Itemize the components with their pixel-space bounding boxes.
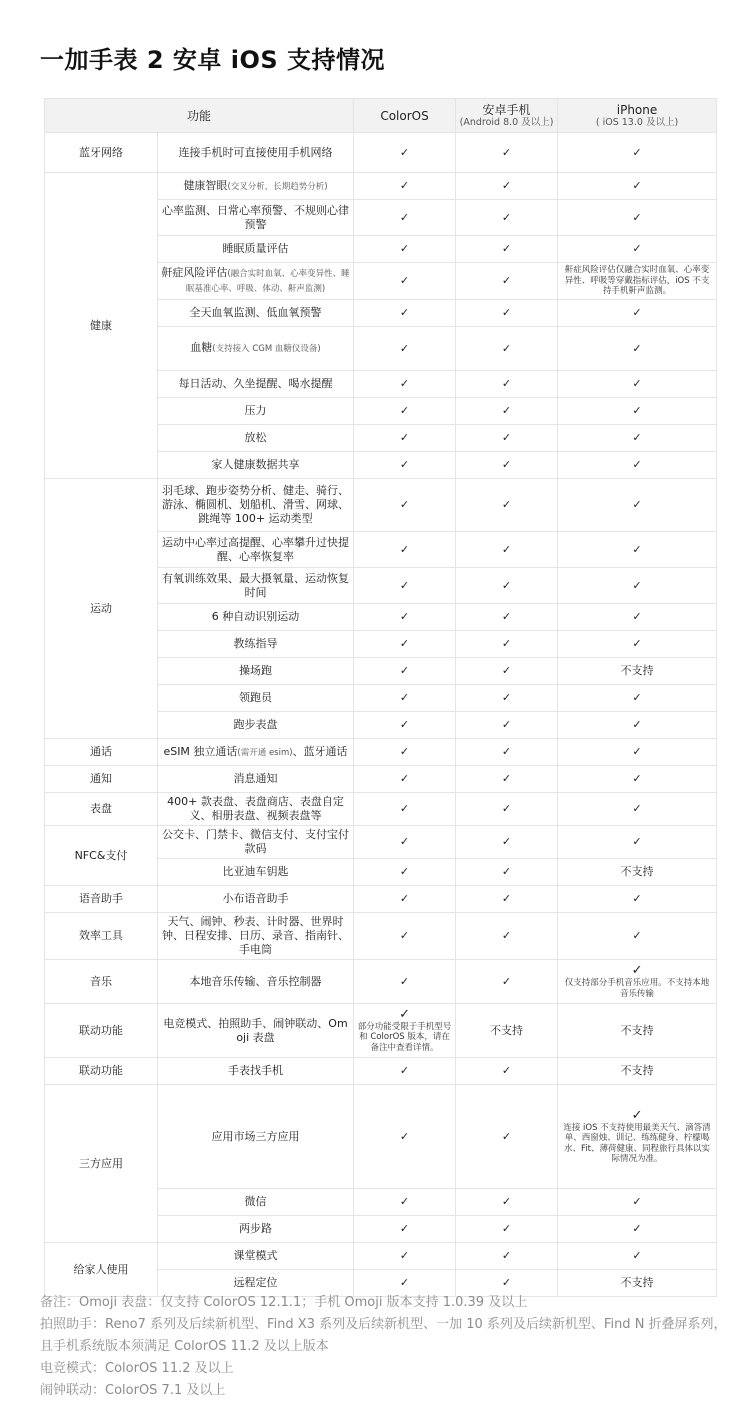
header-android (456, 99, 558, 133)
feature-cell: 羽毛球、跑步姿势分析、健走、骑行、游泳、椭圆机、划船机、滑雪、网球、跳绳等 100+ 运动类型 (158, 479, 354, 532)
header-android-sub: (Android 8.0 及以上) (459, 116, 554, 128)
iphone-cell: ✓ (558, 532, 717, 568)
iphone-cell: ✓ (558, 300, 717, 327)
android-cell: ✓ (456, 1085, 558, 1189)
iphone-cell: 不支持 (558, 1058, 717, 1085)
iphone-cell: ✓ (558, 371, 717, 398)
feature-cell: 小布语音助手 (158, 886, 354, 913)
category-notify: 通知 (45, 766, 158, 793)
header-iphone-sub: ( iOS 13.0 及以上) (595, 116, 679, 128)
android-cell: ✓ (456, 712, 558, 739)
category-dial: 表盘 (45, 793, 158, 826)
feature-cell: 有氧训练效果、最大摄氧量、运动恢复时间 (158, 568, 354, 604)
table-row (45, 1085, 717, 1189)
table-row (45, 826, 717, 859)
coloros-cell: ✓ (354, 532, 456, 568)
category-linkage: 联动功能 (45, 1004, 158, 1058)
android-cell: ✓ (456, 886, 558, 913)
coloros-cell: ✓ (354, 133, 456, 173)
iphone-cell: ✓ (558, 452, 717, 479)
footnotes (40, 1292, 727, 1402)
coloros-cell: ✓ (354, 425, 456, 452)
feature-cell (158, 263, 354, 300)
iphone-cell: ✓ (558, 1216, 717, 1243)
iphone-cell: ✓ (558, 568, 717, 604)
iphone-cell: ✓ (558, 886, 717, 913)
page-title: 一加手表 2 安卓 iOS 支持情况 (40, 46, 386, 74)
feature-note: (支持接入 CGM 血糖仪设备) (212, 344, 321, 354)
iphone-cell (558, 960, 717, 1004)
header-iphone-label: iPhone (616, 102, 658, 117)
feature-cell: 每日活动、久坐提醒、喝水提醒 (158, 371, 354, 398)
coloros-cell: ✓ (354, 1243, 456, 1270)
table-row (45, 886, 717, 913)
feature-note: (交叉分析，长期趋势分析) (227, 181, 328, 192)
iphone-cell: ✓ (558, 766, 717, 793)
feature-cell: 400+ 款表盘、表盘商店、表盘自定义、相册表盘、视频表盘等 (158, 793, 354, 826)
feature-label: 健康智眼 (183, 178, 228, 192)
coloros-cell: ✓ (354, 1085, 456, 1189)
table-row (45, 1243, 717, 1270)
android-cell: ✓ (456, 1270, 558, 1297)
coloros-cell: ✓ (354, 604, 456, 631)
iphone-cell: ✓ (558, 631, 717, 658)
android-cell: ✓ (456, 263, 558, 300)
table-row (45, 766, 717, 793)
feature-cell: 家人健康数据共享 (158, 452, 354, 479)
android-cell: ✓ (456, 236, 558, 263)
category-sport: 运动 (45, 479, 158, 739)
header-iphone (558, 99, 717, 133)
feature-cell: 心率监测、日常心率预警、不规则心律预警 (158, 200, 354, 236)
table-header-row (45, 99, 717, 133)
feature-cell: 两步路 (158, 1216, 354, 1243)
iphone-cell: ✓ (558, 1189, 717, 1216)
android-cell: ✓ (456, 793, 558, 826)
feature-cell: 压力 (158, 398, 354, 425)
iphone-cell: ✓ (558, 398, 717, 425)
category-health: 健康 (45, 173, 158, 479)
feature-suffix: 、蓝牙通话 (292, 744, 348, 758)
iphone-cell: ✓ (558, 200, 717, 236)
iphone-cell: ✓ (558, 1243, 717, 1270)
header-feature: 功能 (45, 99, 354, 133)
coloros-cell: ✓ (354, 173, 456, 200)
iphone-note: 鼾症风险评估仅融合实时血氧、心率变异性、呼吸等穿戴指标评估，iOS 不支持手机鼾声监测。 (564, 265, 710, 297)
feature-cell: 比亚迪车钥匙 (158, 859, 354, 886)
coloros-cell: ✓ (354, 658, 456, 685)
category-music: 音乐 (45, 960, 158, 1004)
footnote-line: 电竞模式：ColorOS 11.2 及以上 (40, 1361, 234, 1376)
feature-cell: 教练指导 (158, 631, 354, 658)
iphone-cell: 不支持 (558, 859, 717, 886)
table-row (45, 133, 717, 173)
android-cell: 不支持 (456, 1004, 558, 1058)
feature-cell (158, 173, 354, 200)
android-cell: ✓ (456, 173, 558, 200)
android-cell: ✓ (456, 479, 558, 532)
android-cell: ✓ (456, 300, 558, 327)
feature-note: (融合实时血氧、心率变异性、睡眠基准心率、呼吸、体动、鼾声监测) (185, 269, 350, 294)
iphone-cell: ✓ (558, 236, 717, 263)
iphone-check: ✓ (631, 963, 643, 978)
category-bluetooth: 蓝牙网络 (45, 133, 158, 173)
android-cell: ✓ (456, 826, 558, 859)
iphone-cell: ✓ (558, 327, 717, 371)
feature-cell: 公交卡、门禁卡、微信支付、支付宝付款码 (158, 826, 354, 859)
android-cell: ✓ (456, 425, 558, 452)
iphone-cell: ✓ (558, 479, 717, 532)
iphone-cell: ✓ (558, 793, 717, 826)
coloros-cell: ✓ (354, 263, 456, 300)
android-cell: ✓ (456, 133, 558, 173)
feature-note: (需开通 esim) (237, 747, 293, 758)
iphone-cell: 不支持 (558, 1004, 717, 1058)
support-table (44, 98, 717, 1297)
coloros-cell: ✓ (354, 236, 456, 263)
android-cell: ✓ (456, 859, 558, 886)
feature-cell: 手表找手机 (158, 1058, 354, 1085)
iphone-cell: ✓ (558, 739, 717, 766)
footnote-line: 闹钟联动：ColorOS 7.1 及以上 (40, 1383, 226, 1398)
coloros-note: 部分功能受限于手机型号和 ColorOS 版本，请在备注中查看详情。 (357, 1021, 452, 1053)
android-cell: ✓ (456, 371, 558, 398)
android-cell: ✓ (456, 1189, 558, 1216)
coloros-cell: ✓ (354, 452, 456, 479)
coloros-cell: ✓ (354, 913, 456, 960)
feature-label: eSIM 独立通话 (163, 744, 238, 758)
android-cell: ✓ (456, 1243, 558, 1270)
category-tools: 效率工具 (45, 913, 158, 960)
header-android-label: 安卓手机 (482, 102, 531, 117)
android-cell: ✓ (456, 452, 558, 479)
iphone-cell (558, 1085, 717, 1189)
android-cell: ✓ (456, 1216, 558, 1243)
coloros-cell: ✓ (354, 685, 456, 712)
header-coloros: ColorOS (354, 99, 456, 133)
coloros-cell: ✓ (354, 631, 456, 658)
android-cell: ✓ (456, 398, 558, 425)
android-cell: ✓ (456, 532, 558, 568)
feature-cell: 睡眠质量评估 (158, 236, 354, 263)
iphone-cell: ✓ (558, 425, 717, 452)
iphone-cell: 不支持 (558, 658, 717, 685)
table-row (45, 1004, 717, 1058)
iphone-cell: ✓ (558, 173, 717, 200)
feature-cell: 微信 (158, 1189, 354, 1216)
feature-cell: 跑步表盘 (158, 712, 354, 739)
coloros-cell: ✓ (354, 398, 456, 425)
android-cell: ✓ (456, 766, 558, 793)
footnote-line: 且手机系统版本须满足 ColorOS 11.2 及以上版本 (40, 1339, 329, 1354)
table-row (45, 173, 717, 200)
android-cell: ✓ (456, 658, 558, 685)
category-thirdparty: 三方应用 (45, 1085, 158, 1243)
android-cell: ✓ (456, 739, 558, 766)
coloros-cell: ✓ (354, 859, 456, 886)
category-nfc: NFC&支付 (45, 826, 158, 886)
feature-cell: 消息通知 (158, 766, 354, 793)
iphone-cell: ✓ (558, 913, 717, 960)
coloros-check: ✓ (399, 1006, 410, 1022)
iphone-cell: ✓ (558, 133, 717, 173)
iphone-note: 连接 iOS 不支持使用最美天气、滴答清单、西窗烛、训记、练练健身、柠檬喝水、Fit、薄荷健康、同程旅行具体以实际情况为准。 (563, 1122, 711, 1164)
coloros-cell: ✓ (354, 1216, 456, 1243)
iphone-cell: ✓ (558, 685, 717, 712)
android-cell: ✓ (456, 685, 558, 712)
coloros-cell: ✓ (354, 327, 456, 371)
coloros-cell (354, 1004, 456, 1058)
coloros-cell: ✓ (354, 793, 456, 826)
feature-cell: 本地音乐传输、音乐控制器 (158, 960, 354, 1004)
feature-cell: 6 种自动识别运动 (158, 604, 354, 631)
android-cell: ✓ (456, 327, 558, 371)
feature-label: 血糖 (190, 341, 213, 354)
feature-cell: 天气、闹钟、秒表、计时器、世界时钟、日程安排、日历、录音、指南针、手电筒 (158, 913, 354, 960)
feature-cell: 全天血氧监测、低血氧预警 (158, 300, 354, 327)
android-cell: ✓ (456, 568, 558, 604)
category-voice: 语音助手 (45, 886, 158, 913)
feature-cell: 电竞模式、拍照助手、闹钟联动、Omoji 表盘 (158, 1004, 354, 1058)
coloros-cell: ✓ (354, 766, 456, 793)
iphone-cell: ✓ (558, 604, 717, 631)
iphone-check: ✓ (631, 1107, 643, 1123)
table-row (45, 960, 717, 1004)
footnote-line: 拍照助手：Reno7 系列及后续新机型、Find X3 系列及后续新机型、一加 10 系列及后续新机型、Find N 折叠屏系列， (40, 1317, 727, 1332)
feature-cell (158, 739, 354, 766)
android-cell: ✓ (456, 631, 558, 658)
coloros-cell: ✓ (354, 300, 456, 327)
table-row (45, 793, 717, 826)
feature-cell: 连接手机时可直接使用手机网络 (158, 133, 354, 173)
coloros-cell: ✓ (354, 960, 456, 1004)
coloros-cell: ✓ (354, 568, 456, 604)
iphone-note: 仅支持部分手机音乐应用。不支持本地音乐传输 (564, 978, 710, 999)
android-cell: ✓ (456, 200, 558, 236)
category-family: 给家人使用 (45, 1243, 158, 1297)
android-cell: ✓ (456, 913, 558, 960)
iphone-cell: ✓ (558, 712, 717, 739)
coloros-cell: ✓ (354, 886, 456, 913)
coloros-cell: ✓ (354, 1270, 456, 1297)
table-row (45, 739, 717, 766)
footnote-line: 备注：Omoji 表盘：仅支持 ColorOS 12.1.1；手机 Omoji 版本支持 1.0.39 及以上 (40, 1295, 528, 1310)
android-cell: ✓ (456, 1058, 558, 1085)
android-cell: ✓ (456, 604, 558, 631)
feature-cell: 应用市场三方应用 (158, 1085, 354, 1189)
feature-cell: 运动中心率过高提醒、心率攀升过快提醒、心率恢复率 (158, 532, 354, 568)
feature-cell: 课堂模式 (158, 1243, 354, 1270)
category-call: 通话 (45, 739, 158, 766)
feature-cell: 操场跑 (158, 658, 354, 685)
feature-cell: 放松 (158, 425, 354, 452)
coloros-cell: ✓ (354, 826, 456, 859)
iphone-cell: 不支持 (558, 1270, 717, 1297)
feature-cell (158, 327, 354, 371)
feature-cell: 远程定位 (158, 1270, 354, 1297)
table-row (45, 913, 717, 960)
iphone-cell: ✓ (558, 826, 717, 859)
feature-label: 鼾症风险评估 (161, 266, 228, 279)
coloros-cell: ✓ (354, 1058, 456, 1085)
coloros-cell: ✓ (354, 1189, 456, 1216)
iphone-cell (558, 263, 717, 300)
feature-cell: 领跑员 (158, 685, 354, 712)
coloros-cell: ✓ (354, 712, 456, 739)
table-row (45, 479, 717, 532)
coloros-cell: ✓ (354, 371, 456, 398)
coloros-cell: ✓ (354, 200, 456, 236)
android-cell: ✓ (456, 960, 558, 1004)
category-linkage: 联动功能 (45, 1058, 158, 1085)
table-row (45, 1058, 717, 1085)
coloros-cell: ✓ (354, 479, 456, 532)
coloros-cell: ✓ (354, 739, 456, 766)
